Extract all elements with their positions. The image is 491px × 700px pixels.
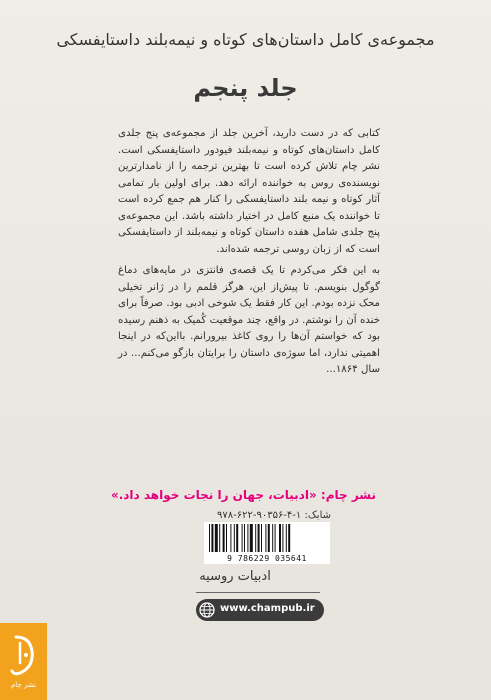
barcode-bar [230, 524, 231, 552]
publisher-slogan: نشر چام: «ادبیات، جهان را نجات خواهد داد.» [110, 488, 376, 502]
globe-icon [199, 602, 215, 618]
barcode-bar [250, 524, 253, 552]
barcode-bar [258, 524, 260, 552]
barcode-bar [286, 524, 287, 552]
blurb-paragraph-1: کتابی که در دست دارید، آخرین جلد از مجموعه‌ی پنج جلدی کامل داستان‌های کوتاه و نیمه‌بلند فیودور داستایفسکی است. نشر چام تلاش کرده است تا بهترین ترجمه را از نامدارترین نویسنده‌ی روس به خواننده ارائه دهد. برای اولین بار تمامی آثار کوتاه و نیمه بلند داستایفسکی را کنار هم جمع کرده است تا خواننده یک منبع کامل در اختیار داشته باشد. این مجموعه‌ی پنج جلدی شامل هفده داستان کوتاه و نیمه‌بلند از داستایفسکی است که از زبان روسی ترجمه شده‌اند. [118, 128, 380, 255]
barcode [204, 522, 330, 564]
website-url[interactable]: www.champub.ir [220, 603, 315, 614]
barcode-bar [279, 524, 281, 552]
barcode-bar [215, 524, 218, 552]
website-badge[interactable] [196, 599, 324, 621]
barcode-bar [244, 524, 245, 552]
genre-label: ادبیات روسیه [199, 569, 271, 584]
barcode-bar [226, 524, 227, 552]
divider [196, 592, 320, 593]
barcode-bar [209, 524, 210, 552]
barcode-bars [207, 524, 327, 554]
barcode-bar [261, 524, 262, 552]
barcode-bar [272, 524, 273, 552]
barcode-bar [247, 524, 248, 552]
barcode-bar [255, 524, 256, 552]
isbn-text: شابک: ۱-۴-۹۰۳۵۶-۶۲۲-۹۷۸ [216, 510, 331, 521]
volume-title: جلد پنجم [193, 74, 298, 102]
barcode-bar [234, 524, 235, 552]
barcode-bar [242, 524, 243, 552]
barcode-bar [268, 524, 270, 552]
barcode-bar [211, 524, 213, 552]
publisher-logo [0, 623, 47, 700]
barcode-bar [236, 524, 238, 552]
blurb-paragraph-2: به این فکر می‌کردم تا یک قصه‌ی فانتزی در مایه‌های دماغ گوگول بنویسم. تا پیش‌از این، هرگز قلمم را در ژانر تخیلی محک نزده بودم. این کار فقط یک شوخی ادبی بود. صرفاً برای خنده آن را نوشتم. در واقع، چند موقعیت کُمیک به ذهنم رسیده بود که خواستم آن‌ها را روی کاغذ بیرورانم. بااین‌که در اینجا اهمیتی ندارد، اما سوژه‌ی داستان را برایتان بازگو می‌کنم... در سال ۱۸۶۴... [118, 265, 380, 375]
barcode-bar [288, 524, 290, 552]
logo-wordmark: نشر چام [10, 681, 37, 689]
series-title: مجموعه‌ی کامل داستان‌های کوتاه و نیمه‌بلند داستایفسکی [56, 30, 435, 49]
barcode-bar [223, 524, 225, 552]
barcode-bar [265, 524, 266, 552]
barcode-bar [282, 524, 283, 552]
champub-logo [8, 633, 38, 679]
barcode-bar [219, 524, 220, 552]
barcode-bar [275, 524, 276, 552]
barcode-digits: 9 786229 035641 [227, 554, 307, 563]
